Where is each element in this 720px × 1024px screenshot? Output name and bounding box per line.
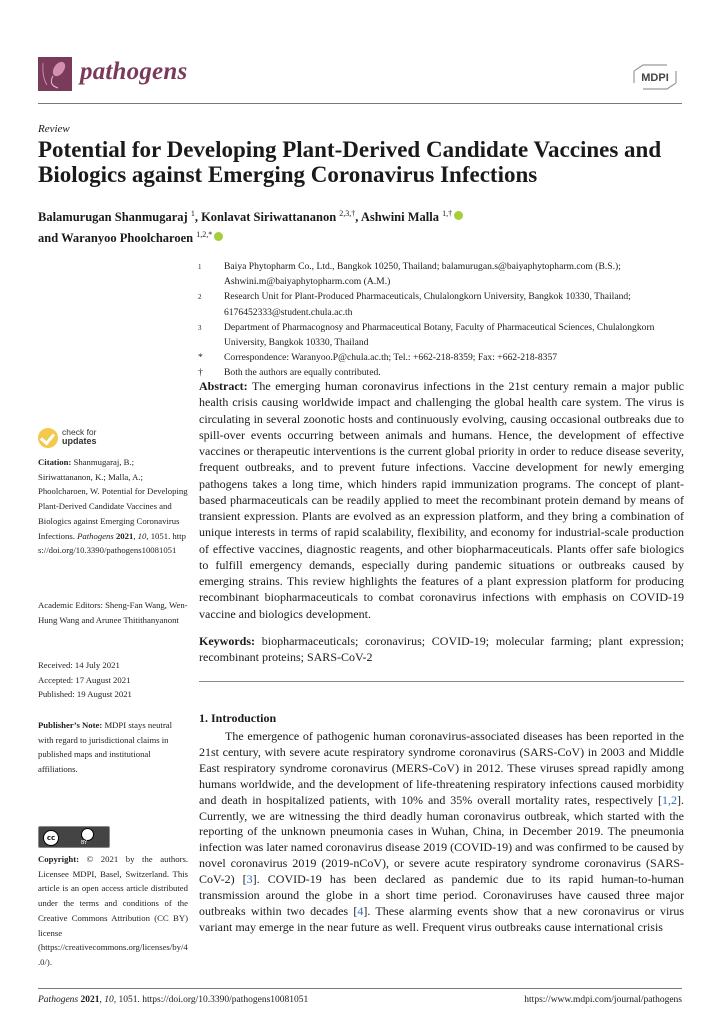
author-name[interactable]: Ashwini Malla [360, 210, 439, 225]
author-name[interactable]: Balamurugan Shanmugaraj [38, 210, 188, 225]
journal-name[interactable]: pathogens [80, 58, 188, 85]
keywords-label: Keywords: [199, 634, 255, 648]
citation-doi-link[interactable]: https://doi.org/10.3390/pathogens10081051 [38, 530, 186, 556]
footer-divider [38, 988, 682, 989]
check-icon [38, 428, 58, 448]
cc-by-license-badge[interactable]: cc BY [38, 826, 110, 848]
equal-contribution-note: † Both the authors are equally contributed. [198, 367, 381, 379]
footer-journal-url[interactable]: https://www.mdpi.com/journal/pathogens [524, 995, 682, 1005]
abstract [199, 378, 684, 622]
publisher-note: Publisher’s Note: MDPI stays neutral with regard to jurisdictional claims in published maps and institutional affiliations. [38, 720, 172, 775]
author-list: Balamurugan Shanmugaraj $^1$, Konlavat Siriwattananon $^{2,3,\dagger}$, Ashwini Malla $^{1,\dagger}$ and Waranyoo Phoolcharoen $^{1,2,*}$ [38, 205, 688, 247]
keywords [199, 633, 684, 666]
citation-label: Citation: [38, 457, 72, 467]
published-date: Published: 19 August 2021 [38, 689, 132, 700]
orcid-icon[interactable] [214, 232, 223, 241]
author-affil-sup: 2,3,† [339, 209, 356, 218]
author-affil-sup: 1,† [442, 209, 453, 218]
dates-block [38, 658, 188, 702]
citation-block: Citation: Shanmugaraj, B.; Siriwattananon, K.; Malla, A.; Phoolcharoen, W. Potential for Developing Plant-Derived Candidate Vaccines and Biologics against Emerging Coronavirus Infections. Pathogens 2021, 10, 1051. https://doi.org/10.3390/pathogens10081051 [38, 457, 188, 556]
affiliation-item: 1 Baiya Phytopharm Co., Ltd., Bangkok 10250, Thailand; balamurugan.s@baiyaphytopharm.com (B.S.); Ashwini.m@baiyaphytopharm.com (A.M.) [198, 261, 621, 288]
accepted-date: Accepted: 17 August 2021 [38, 674, 131, 685]
article-title: Potential for Developing Plant-Derived Candidate Vaccines and Biologics against Emerging Coronavirus Infections [38, 137, 662, 187]
section-heading: 1. Introduction [199, 711, 277, 725]
author-affil-sup: 1 [190, 209, 195, 218]
citation-link[interactable]: 1,2 [662, 792, 677, 807]
citation-link[interactable]: 3 [246, 872, 253, 887]
footer-citation[interactable]: Pathogens 2021, 10, 1051. https://doi.org/10.3390/pathogens10081051 [38, 995, 309, 1005]
article-type: Review [38, 123, 70, 135]
affiliation-item: 3 Department of Pharmacognosy and Pharmaceutical Botany, Faculty of Pharmaceutical Sciences, Chulalongkorn University, Bangkok 10330, Thailand [198, 321, 655, 349]
section-divider [199, 681, 684, 682]
svg-text:MDPI: MDPI [641, 72, 669, 84]
affiliation-item: 2 Research Unit for Plant-Produced Pharmaceuticals, Chulalongkorn University, Bangkok 10330, Thailand; 6176452333@student.chula.ac.th [198, 291, 631, 318]
author-name[interactable]: Konlavat Siriwattananon [201, 210, 337, 225]
copyright-notice: Copyright: © 2021 by the authors. Licensee MDPI, Basel, Switzerland. This article is an open access article distributed under the terms and conditions of the Creative Commons Attribution (CC BY) license (https://creativecommons.org/licenses/by/4.0/). [38, 854, 188, 967]
abstract-label: Abstract: [199, 379, 248, 393]
received-date: Received: 14 July 2021 [38, 660, 120, 670]
author-affil-sup: 1,2,* [196, 230, 213, 240]
abstract-text: The emerging human coronavirus infections in the 21st century remain a major public health crisis causing worldwide impact and challenging the global health care system. The virus is circulating in several zoonotic hosts and continuously evolving, causing occasional outbreaks due to spill-over events occurring between animals and humans. Hence, the development of effective vaccines or therapeutic interventions is the current global priority in order to reduce disease severity, frequent outbreaks, and to prevent future infections. Vaccine development for newly emerging pathogens takes a long time, which hinders rapid immunization programs. The concept of plant-based pharmaceuticals can be readily applied to meet the recombinant protein demand by means of transient expression. Plants are evolved as an expression platform, and they bring a combination of unique interests in terms of rapid scalability, flexibility, and economy for industrial-scale production of effective vaccines, diagnostic reagents, and other biopharmaceuticals. Plants offer safe biologics to fulfill emergency demands, especially during pandemic situations or outbreaks caused by emerging strains. This review highlights the features of a plant expression platform for producing recombinant biopharmaceuticals to combat coronavirus infections with emphasis on COVID-19 vaccine and biologics development. [199, 379, 684, 621]
bacterium-icon [38, 57, 72, 91]
author-name[interactable]: Waranyoo Phoolcharoen [61, 231, 194, 246]
header-divider [38, 103, 682, 104]
keywords-text: biopharmaceuticals; coronavirus; COVID-19; molecular farming; plant expression; recombinant proteins; SARS-CoV-2 [199, 634, 684, 665]
authors-and: and [38, 231, 59, 246]
academic-editors: Academic Editors: Sheng-Fan Wang, Wen-Hung Wang and Arunee Thitithanyanont [38, 600, 188, 625]
cc-icon: cc [43, 830, 59, 846]
correspondence-item: * Correspondence: Waranyoo.P@chula.ac.th; Tel.: +662-218-8359; Fax: +662-218-8357 [198, 352, 558, 364]
affiliations [198, 259, 688, 381]
mdpi-logo[interactable] [630, 63, 680, 91]
journal-logo [38, 57, 72, 91]
orcid-icon[interactable] [454, 211, 463, 220]
intro-paragraph: The emergence of pathogenic human coronavirus-associated diseases has been reported in the 21st century, with severe acute respiratory syndrome coronavirus (SARS-CoV) in 2003 and Middle East respiratory syndrome coronavirus (MERS-CoV) in 2012. These viruses spread rapidly among humans worldwide, and the development of life-threatening respiratory infections caused morbidity and death in hospitalized patients, with 10% and 35% overall mortality rates, respectively [1,2]. Currently, we are witnessing the third deadly human coronavirus outbreak, which started with the reporting of the unknown pneumonia cases in Wuhan, China, in December 2019. The pneumonia infection was later named coronavirus disease 2019 (COVID-19) and was confirmed to be caused by novel coronavirus 2019 (2019-nCoV), or severe acute respiratory syndrome coronavirus (SARS-CoV-2) [3]. COVID-19 has been declared as pandemic due to its rapid human-to-human transmission around the globe in a short time period. Coronaviruses have caused three major outbreaks within two decades [4]. These alarming events show that a new coronavirus or virus variant may emerge in the near future as well. Frequent virus outbreaks cause international crisis [199, 729, 685, 934]
citation-link[interactable]: 4 [357, 903, 364, 918]
